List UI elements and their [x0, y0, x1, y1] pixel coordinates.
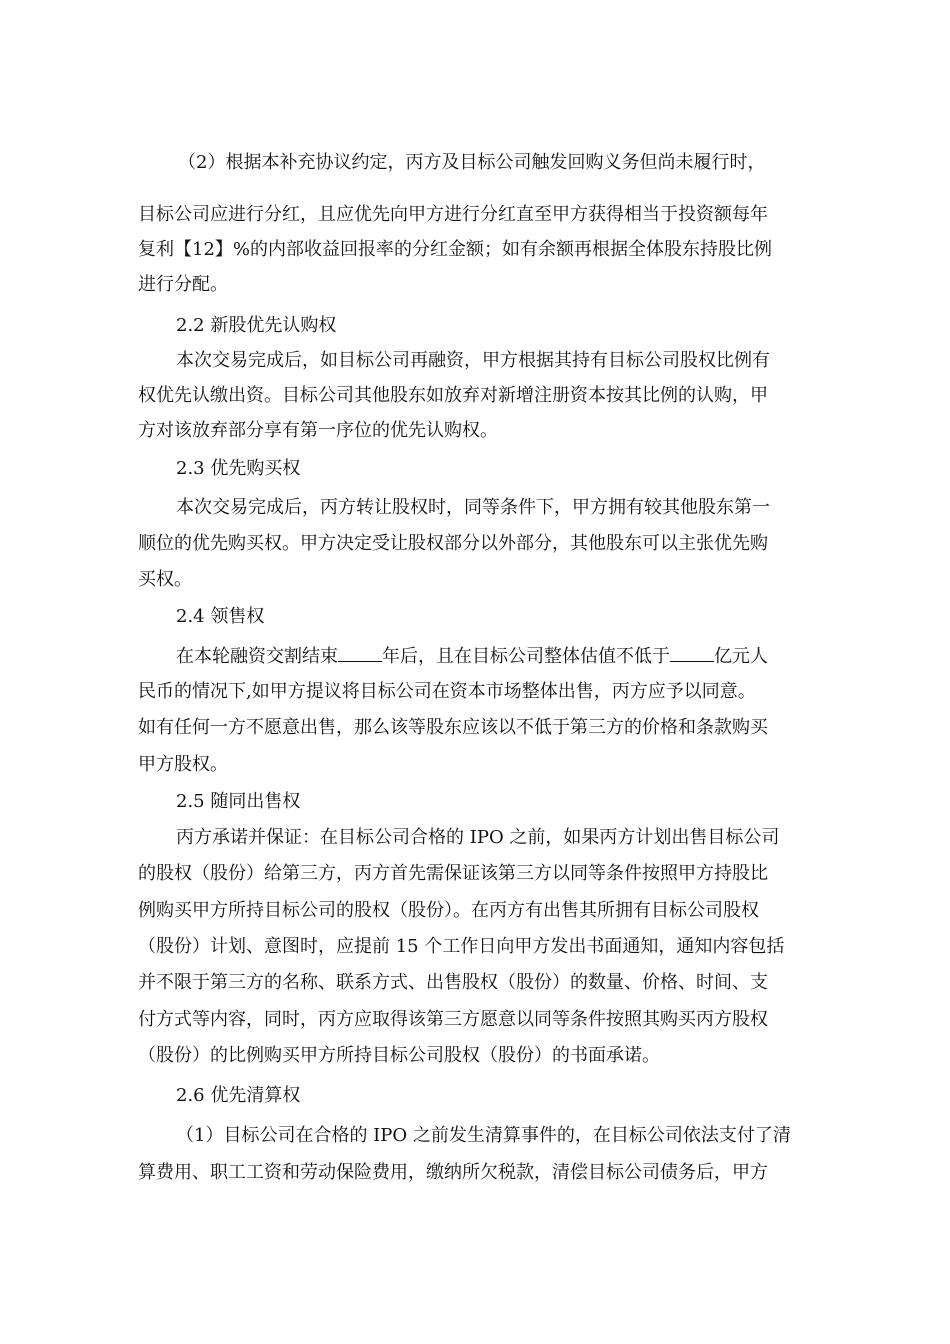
paragraph-line: 进行分配。: [138, 274, 228, 295]
paragraph-line: （股份）的比例购买甲方所持目标公司股权（股份）的书面承诺。: [138, 1045, 660, 1066]
paragraph-line: 顺位的优先购买权。甲方决定受让股权部分以外部分，其他股东可以主张优先购: [138, 533, 768, 554]
paragraph-line: 方对该放弃部分享有第一序位的优先认购权。: [138, 420, 498, 441]
paragraph-line: 并不限于第三方的名称、联系方式、出售股权（股份）的数量、价格、时间、支: [138, 972, 768, 993]
section-heading: 2.2 新股优先认购权: [176, 315, 337, 336]
paragraph-line: （股份）计划、意图时，应提前 15 个工作日向甲方发出书面通知，通知内容包括: [138, 936, 785, 957]
section-heading: 2.5 随同出售权: [176, 791, 301, 812]
paragraph-line: 权优先认缴出资。目标公司其他股东如放弃对新增注册资本按其比例的认购，甲: [138, 385, 768, 406]
paragraph-line: 例购买甲方所持目标公司的股权（股份）。在丙方有出售其所拥有目标公司股权: [138, 900, 759, 921]
paragraph-line: 买权。: [138, 569, 192, 590]
paragraph-line: 的股权（股份）给第三方，丙方首先需保证该第三方以同等条件按照甲方持股比: [138, 863, 768, 884]
section-heading: 2.4 领售权: [176, 606, 265, 627]
paragraph-line: 付方式等内容，同时，丙方应取得该第三方愿意以同等条件按照其购买丙方股权: [138, 1009, 768, 1030]
paragraph-line: [176, 643, 768, 669]
paragraph-line: 如有任何一方不愿意出售，那么该等股东应该以不低于第三方的价格和条款购买: [138, 717, 768, 738]
blank-field: [338, 643, 382, 662]
section-heading: 2.3 优先购买权: [176, 458, 301, 479]
paragraph-line: 民币的情况下,如甲方提议将目标公司在资本市场整体出售，丙方应予以同意。: [138, 681, 756, 702]
section-heading: 2.6 优先清算权: [176, 1085, 301, 1106]
text-segment: 在本轮融资交割结束: [176, 646, 338, 667]
paragraph-line: （2）根据本补充协议约定，丙方及目标公司触发回购义务但尚未履行时，: [178, 152, 766, 173]
paragraph-line: 本次交易完成后，如目标公司再融资，甲方根据其持有目标公司股权比例有: [176, 350, 770, 371]
paragraph-line: 目标公司应进行分红，且应优先向甲方进行分红直至甲方获得相当于投资额每年: [138, 204, 768, 225]
paragraph-line: 丙方承诺并保证：在目标公司合格的 IPO 之前，如果丙方计划出售目标公司: [176, 827, 780, 848]
paragraph-line: 复利【12】%的内部收益回报率的分红金额；如有余额再根据全体股东持股比例: [138, 239, 773, 260]
paragraph-line: （1）目标公司在合格的 IPO 之前发生清算事件的，在目标公司依法支付了清: [176, 1125, 791, 1146]
paragraph-line: 算费用、职工工资和劳动保险费用，缴纳所欠税款，清偿目标公司债务后，甲方: [138, 1162, 768, 1183]
paragraph-line: 甲方股权。: [138, 754, 228, 775]
text-segment: 亿元人: [714, 646, 768, 667]
blank-field: [670, 643, 714, 662]
paragraph-line: 本次交易完成后，丙方转让股权时，同等条件下，甲方拥有较其他股东第一: [176, 497, 770, 518]
text-segment: 年后，且在目标公司整体估值不低于: [382, 646, 670, 667]
